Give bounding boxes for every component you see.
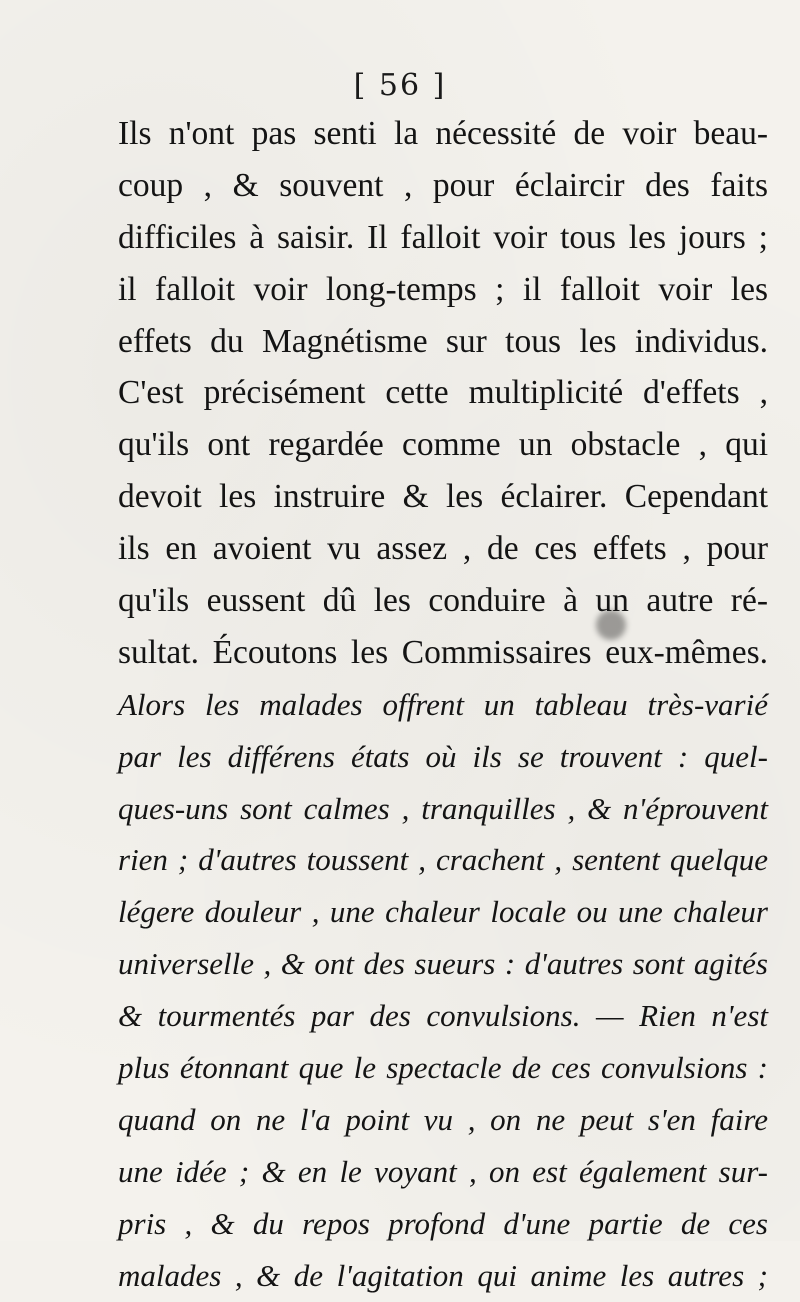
- quote-line: une idée ; & en le voyant , on est également sur-: [118, 1153, 768, 1189]
- text-line: il falloit voir long-temps ; il falloit voir les: [118, 270, 768, 308]
- text-line: qu'ils eussent dû les conduire à un autre ré-: [118, 582, 768, 620]
- text-line: sultat. Écoutons les Commissaires eux-mêmes.: [118, 633, 768, 671]
- quote-line: universelle , & ont des sueurs : d'autres sont agités: [118, 946, 768, 982]
- text-line: devoit les instruire & les éclairer. Cependant: [118, 478, 768, 516]
- quote-line: plus étonnant que le spectacle de ces convulsions :: [118, 1050, 768, 1086]
- text-line: coup , & souvent , pour éclaircir des faits: [118, 166, 768, 204]
- ink-smudge: [596, 610, 626, 640]
- quote-line: & tourmentés par des convulsions. — Rien n'est: [118, 998, 768, 1034]
- quote-line: malades , & de l'agitation qui anime les autres ;: [118, 1257, 768, 1293]
- quote-line: par les différens états où ils se trouvent : quel-: [118, 738, 768, 774]
- quote-line: quand on ne l'a point vu , on ne peut s'en faire: [118, 1101, 768, 1137]
- text-line: Ils n'ont pas senti la nécessité de voir beau-: [118, 115, 768, 152]
- page-number: [ 56 ]: [353, 68, 447, 103]
- text-line: qu'ils ont regardée comme un obstacle , qui: [118, 426, 768, 464]
- quote-line: ques-uns sont calmes , tranquilles , & n'éprouvent: [118, 790, 768, 826]
- quote-line: rien ; d'autres toussent , crachent , sentent quelque: [118, 842, 768, 878]
- text-line: C'est précisément cette multiplicité d'effets ,: [118, 374, 768, 412]
- quote-line: légere douleur , une chaleur locale ou une chaleur: [118, 894, 768, 930]
- body-text: [118, 108, 768, 1301]
- text-line: effets du Magnétisme sur tous les individus.: [118, 322, 768, 360]
- text-line: difficiles à saisir. Il falloit voir tous les jours ;: [118, 218, 768, 256]
- quote-line: pris , & du repos profond d'une partie de ces: [118, 1205, 768, 1241]
- quote-line: Alors les malades offrent un tableau très-varié: [118, 686, 768, 722]
- text-line: ils en avoient vu assez , de ces effets , pour: [118, 530, 768, 568]
